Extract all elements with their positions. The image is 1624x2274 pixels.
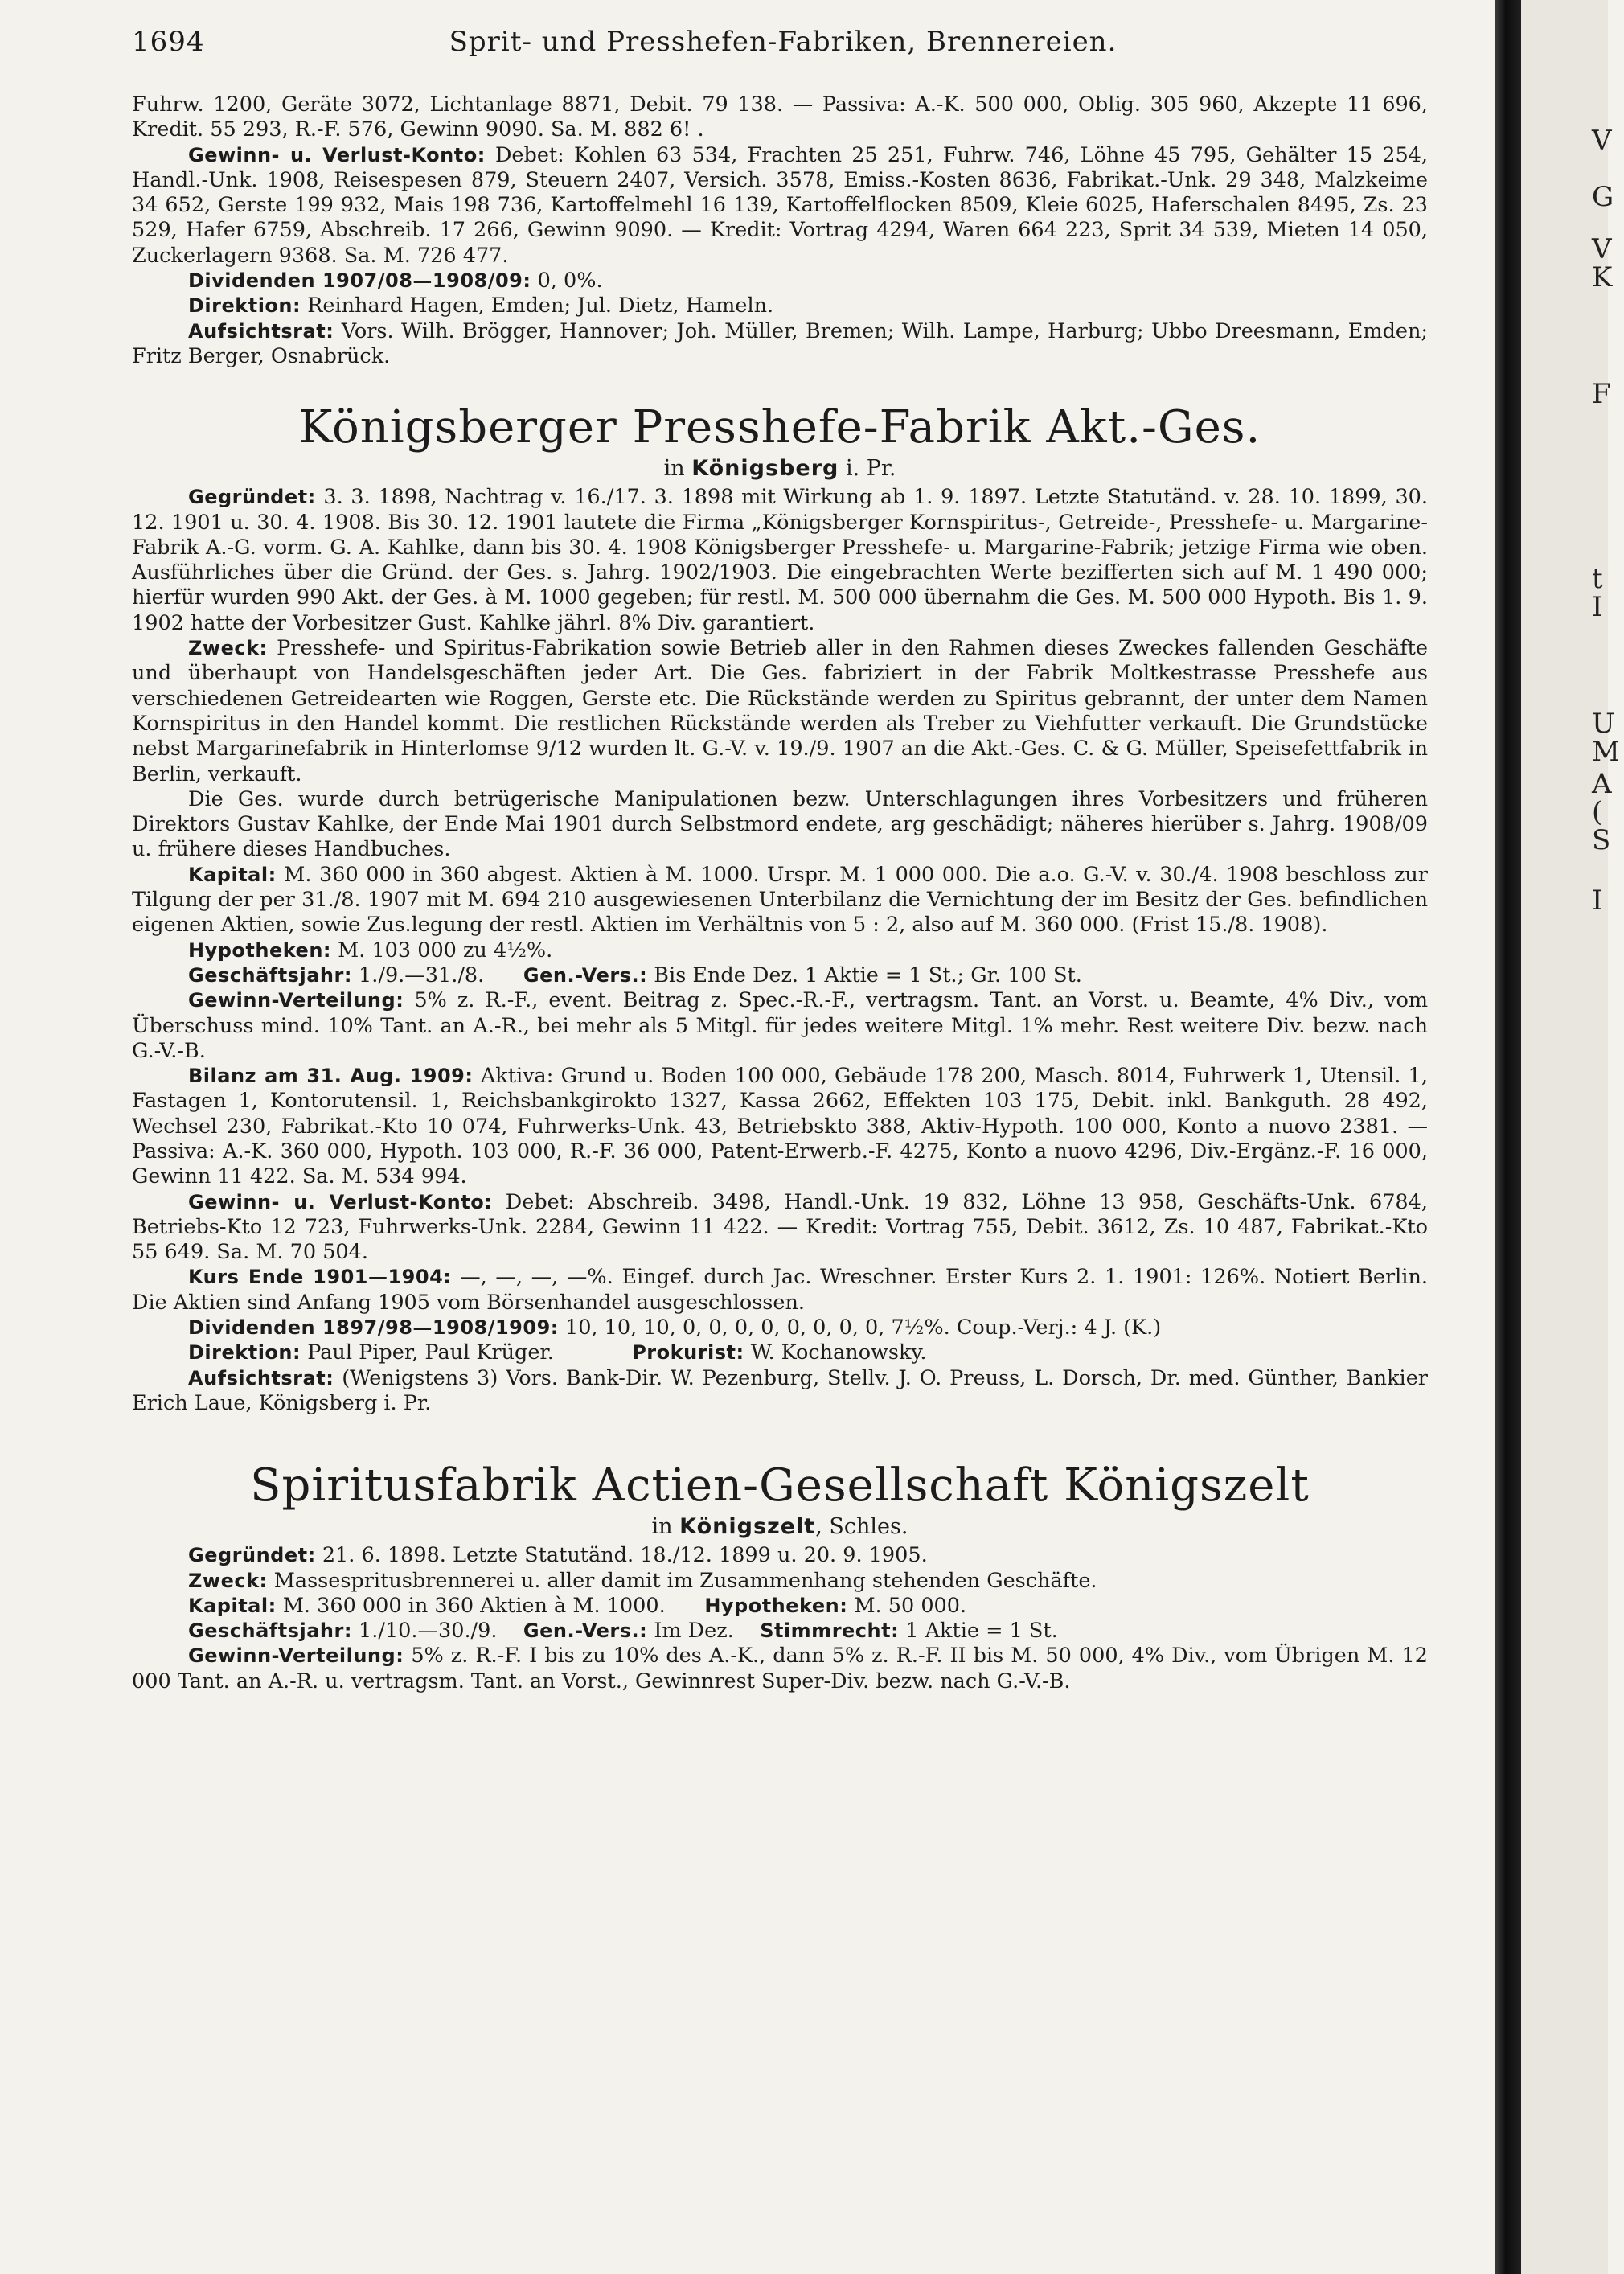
page-header [132,26,1434,69]
entry-spacer [132,1416,1428,1451]
margin-letter: M [1592,736,1620,768]
kurs-paragraph [132,1265,1428,1316]
gegruendet-paragraph [132,1543,1428,1568]
geschaeftsjahr-paragraph [132,1619,1428,1644]
gegruendet-text: 3. 3. 1898, Nachtrag v. 16./17. 3. 1898 mit Wirkung ab 1. 9. 1897. Letzte Statutänd. v. 28. 10. 1899, 30. 12. 1901 u. 30. 4. 1908. Bis 30. 12. 1901 lautete die Firma „Königsberger Kornspiritus-, Getreide-, Presshefe- u. Margarine-Fabrik A.-G. vorm. G. A. Kahlke, dann bis 30. 4. 1908 Königsberger Presshefe- u. Margarine-Fabrik; jetzige Firma wie oben. Ausführliches über die Gründ. der Ges. s. Jahrg. 1902/1903. Die eingebrachten Werte bezifferten sich auf M. 1 490 000; hierfür wurden 990 Akt. der Ges. à M. 1000 gegeben; für restl. M. 500 000 übernahm die Ges. M. 500 000 Hypoth. Bis 1. 9. 1902 hatte der Vorbesitzer Gust. Kahlke jährl. 8% Div. garantiert. [132,485,1429,635]
facing-page-edge [1521,0,1620,2274]
direktion-paragraph [132,293,1428,318]
direktion-paragraph [132,1340,1428,1365]
margin-letter: K [1592,261,1613,293]
company-location [132,454,1428,483]
book-spine-shadow [1495,0,1521,2274]
dividends-label: Dividenden 1907/08—1908/09: [188,269,531,293]
zweck-label: Zweck: [188,637,268,660]
text-column [132,92,1428,2247]
margin-letter: V [1592,233,1612,265]
balance-continuation: Fuhrw. 1200, Geräte 3072, Lichtanlage 8871, Debit. 79 138. — Passiva: A.-K. 500 000, Oblig. 305 960, Akzepte 11 696, Kredit. 55 293, R.-F. 576, Gewinn 9090. Sa. M. 882 6! . [132,92,1428,142]
entry-koenigsberger [132,401,1428,1416]
kapital-paragraph [132,863,1428,938]
hypotheken-text: M. 50 000. [854,1593,967,1618]
dividends-text: 10, 10, 10, 0, 0, 0, 0, 0, 0, 0, 0, 7½%. Coup.-Verj.: 4 J. (K.) [565,1316,1162,1340]
company-location [132,1513,1428,1541]
aufsichtsrat-paragraph [132,1366,1428,1417]
margin-letter: V [1592,125,1612,157]
gewinnverteilung-text: 5% z. R.-F. I bis zu 10% des A.-K., dann 5% z. R.-F. II bis M. 50 000, 4% Div., vom Übrigen M. 12 000 Tant. an A.-R. u. vertragsm. Tant. an Vorst., Gewinnrest Super-Div. bezw. nach G.-V.-B. [132,1644,1428,1693]
guv-paragraph [132,143,1428,269]
location-suffix: i. Pr. [845,456,896,482]
guv-paragraph [132,1190,1428,1266]
margin-letter: t [1592,563,1603,595]
guv-label: Gewinn- u. Verlust-Konto: [188,1190,493,1213]
kurs-label: Kurs Ende 1901—1904: [188,1266,452,1289]
zweck-text: Presshefe- und Spiritus-Fabrikation sowie Betrieb aller in den Rahmen dieses Zweckes fallenden Geschäfte und überhaupt von Handelsgeschäften jeder Art. Die Ges. fabriziert in der Fabrik Moltkestrasse Presshefe aus verschiedenen Getreidearten wie Roggen, Gerste etc. Die Rückstände werden zu Spiritus gebrannt, der unter dem Namen Kornspiritus in den Handel kommt. Die restlichen Rückstände werden als Treber zu Viehfutter verkauft. Die Grundstücke nebst Margarinefabrik in Hinterlomse 9/12 wurden lt. G.-V. v. 19./9. 1907 an die Akt.-Ges. C. & G. Müller, Speisefettfabrik in Berlin, verkauft. [132,636,1428,786]
entry-koenigszelt [132,1459,1428,1694]
genvers-text: Im Dez. [654,1619,734,1644]
geschaeftsjahr-text: 1./9.—31./8. [359,963,485,987]
bilanz-text: Aktiva: Grund u. Boden 100 000, Gebäude 178 200, Masch. 8014, Fuhrwerk 1, Utensil. 1, Fastagen 1, Kontorutensil. 1, Reichsbankgirokto 1327, Kassa 2662, Effekten 103 175, Debit. inkl. Bankguth. 28 492, Wechsel 230, Fabrikat.-Kto 10 074, Fuhrwerks-Unk. 43, Betriebskto 388, Aktiv-Hypoth. 100 000, Konto a nuovo 2381. — Passiva: A.-K. 360 000, Hypoth. 103 000, R.-F. 36 000, Patent-Erwerb.-F. 4275, Konto a nuovo 4296, Div.-Ergänz.-F. 16 000, Gewinn 11 422. Sa. M. 534 994. [132,1064,1428,1189]
guv-text: Debet: Kohlen 63 534, Frachten 25 251, Fuhrw. 746, Löhne 45 795, Gehälter 15 254, Handl.-Unk. 1908, Reisespesen 879, Steuern 2407, Versich. 3578, Emiss.-Kosten 8636, Fabrikat.-Unk. 29 348, Malzkeime 34 652, Gerste 199 932, Mais 198 736, Kartoffelmehl 16 139, Kartoffelflocken 8509, Kleie 6025, Haferschalen 8495, Zs. 23 529, Hafer 6759, Abschreib. 17 266, Gewinn 9090. — Kredit: Vortrag 4294, Waren 664 223, Sprit 34 539, Mieten 14 050, Zuckerlagern 9368. Sa. M. 726 477. [132,142,1429,268]
entry-continued [132,92,1428,369]
gewinnverteilung-text: 5% z. R.-F., event. Beitrag z. Spec.-R.-F., vertragsm. Tant. an Vorst. u. Beamte, 4% Div., vom Überschuss mind. 10% Tant. an A.-R., bei mehr als 5 Mitgl. für jedes weitere Mitgl. 1% mehr. Rest weitere Div. bezw. nach G.-V.-B. [132,988,1429,1063]
direktion-label: Direktion: [188,1341,301,1365]
dividends-text: 0, 0%. [537,269,603,293]
margin-letter: I [1592,591,1603,623]
genvers-text: Bis Ende Dez. 1 Aktie = 1 St.; Gr. 100 St. [654,963,1082,987]
location-suffix: , Schles. [815,1514,908,1540]
gegruendet-label: Gegründet: [188,486,316,509]
kapital-label: Kapital: [188,1594,277,1617]
margin-letter: G [1592,181,1614,213]
company-name: Königsberger Presshefe-Fabrik Akt.-Ges. [298,401,1261,454]
zweck-paragraph [132,636,1428,787]
aufsichtsrat-text: Vors. Wilh. Brögger, Hannover; Joh. Müller, Bremen; Wilh. Lampe, Harburg; Ubbo Dreesmann, Emden; Fritz Berger, Osnabrück. [132,318,1428,368]
direktion-label: Direktion: [188,294,301,318]
geschaeftsjahr-label: Geschäftsjahr: [188,963,352,987]
location-city: Königszelt [679,1514,816,1540]
margin-letter: A [1592,768,1612,800]
prokurist-text: W. Kochanowsky. [750,1340,927,1365]
geschaeftsjahr-paragraph [132,963,1428,988]
bilanz-label: Bilanz am 31. Aug. 1909: [188,1065,474,1088]
bilanz-paragraph [132,1064,1428,1189]
kurs-text: —, —, —, —%. Eingef. durch Jac. Wreschner. Erster Kurs 2. 1. 1901: 126%. Notiert Berlin. Die Aktien sind Anfang 1905 vom Börsenhandel ausgeschlossen. [132,1265,1428,1315]
location-prefix: in [651,1514,673,1540]
hypotheken-paragraph [132,938,1428,963]
margin-letter: U [1592,708,1615,740]
direktion-text: Reinhard Hagen, Emden; Jul. Dietz, Hameln. [307,293,774,318]
zweck-text: Massespritusbrennerei u. aller damit im Zusammenhang stehenden Geschäfte. [273,1568,1097,1593]
gegruendet-paragraph [132,485,1428,636]
kapital-paragraph [132,1594,1428,1619]
geschaeftsjahr-label: Geschäftsjahr: [188,1619,352,1643]
margin-letter: S [1592,824,1611,856]
company-name: Spiritusfabrik Actien-Gesellschaft Königszelt [250,1459,1310,1513]
dividends-paragraph [132,269,1428,293]
gewinnverteilung-label: Gewinn-Verteilung: [188,1644,404,1668]
hypotheken-label: Hypotheken: [188,938,332,962]
margin-letter: I [1592,885,1603,917]
hypotheken-text: M. 103 000 zu 4½%. [338,938,553,963]
aufsichtsrat-label: Aufsichtsrat: [188,319,334,343]
location-prefix: in [663,456,685,482]
kapital-text: M. 360 000 in 360 Aktien à M. 1000. [282,1593,666,1618]
guv-text: Debet: Abschreib. 3498, Handl.-Unk. 19 832, Löhne 13 958, Geschäfts-Unk. 6784, Betriebs-Kto 12 723, Fuhrwerks-Unk. 2284, Gewinn 11 422. — Kredit: Vortrag 755, Debit. 3612, Zs. 10 487, Fabrikat.-Kto 55 649. Sa. M. 70 504. [132,1189,1428,1265]
running-title: Sprit- und Presshefen-Fabriken, Brennereien. [449,26,1118,58]
genvers-label: Gen.-Vers.: [523,1619,648,1643]
aufsichtsrat-paragraph [132,319,1428,370]
aufsichtsrat-label: Aufsichtsrat: [188,1366,334,1389]
zweck-paragraph [132,1569,1428,1594]
zweck-label: Zweck: [188,1569,268,1592]
geschaeftsjahr-text: 1./10.—30./9. [359,1619,498,1644]
prokurist-label: Prokurist: [632,1341,744,1365]
betrug-paragraph: Die Ges. wurde durch betrügerische Manipulationen bezw. Unterschlagungen ihres Vorbesitzers und früheren Direktors Gustav Kahlke, der Ende Mai 1901 durch Selbstmord endete, arg geschädigt; näheres hierüber s. Jahrg. 1908/09 u. frühere dieses Handbuches. [132,786,1428,862]
genvers-label: Gen.-Vers.: [523,963,648,987]
gewinnverteilung-label: Gewinn-Verteilung: [188,989,404,1012]
aufsichtsrat-text: (Wenigstens 3) Vors. Bank-Dir. W. Pezenburg, Stellv. J. O. Preuss, L. Dorsch, Dr. med. Günther, Bankier Erich Laue, Königsberg i. Pr. [132,1365,1428,1415]
kapital-text: M. 360 000 in 360 abgest. Aktien à M. 1000. Urspr. M. 1 000 000. Die a.o. G.-V. v. 30./4. 1908 beschloss zur Tilgung der per 31./8. 1907 mit M. 694 210 ausgewiesenen Unterbilanz die Vernichtung der im Besitz der Ges. befindlichen eigenen Aktien, sowie Zus.legung der restl. Aktien im Verhältnis von 5 : 2, also auf M. 360 000. (Frist 15./8. 1908). [132,862,1429,938]
page-number: 1694 [132,26,205,58]
hypotheken-label: Hypotheken: [704,1594,848,1617]
location-city: Königsberg [691,456,839,482]
gegruendet-label: Gegründet: [188,1544,316,1567]
gegruendet-text: 21. 6. 1898. Letzte Statutänd. 18./12. 1899 u. 20. 9. 1905. [322,1543,928,1568]
margin-letter: F [1592,378,1611,410]
margin-letter: ( [1592,796,1603,828]
stimmrecht-text: 1 Aktie = 1 St. [905,1619,1058,1644]
gewinnverteilung-paragraph [132,1644,1428,1694]
stimmrecht-label: Stimmrecht: [760,1619,900,1643]
dividends-paragraph [132,1316,1428,1340]
guv-label: Gewinn- u. Verlust-Konto: [188,143,486,166]
gewinnverteilung-paragraph [132,988,1428,1064]
direktion-text: Paul Piper, Paul Krüger. [307,1340,554,1365]
dividends-label: Dividenden 1897/98—1908/1909: [188,1316,559,1340]
kapital-label: Kapital: [188,863,277,886]
